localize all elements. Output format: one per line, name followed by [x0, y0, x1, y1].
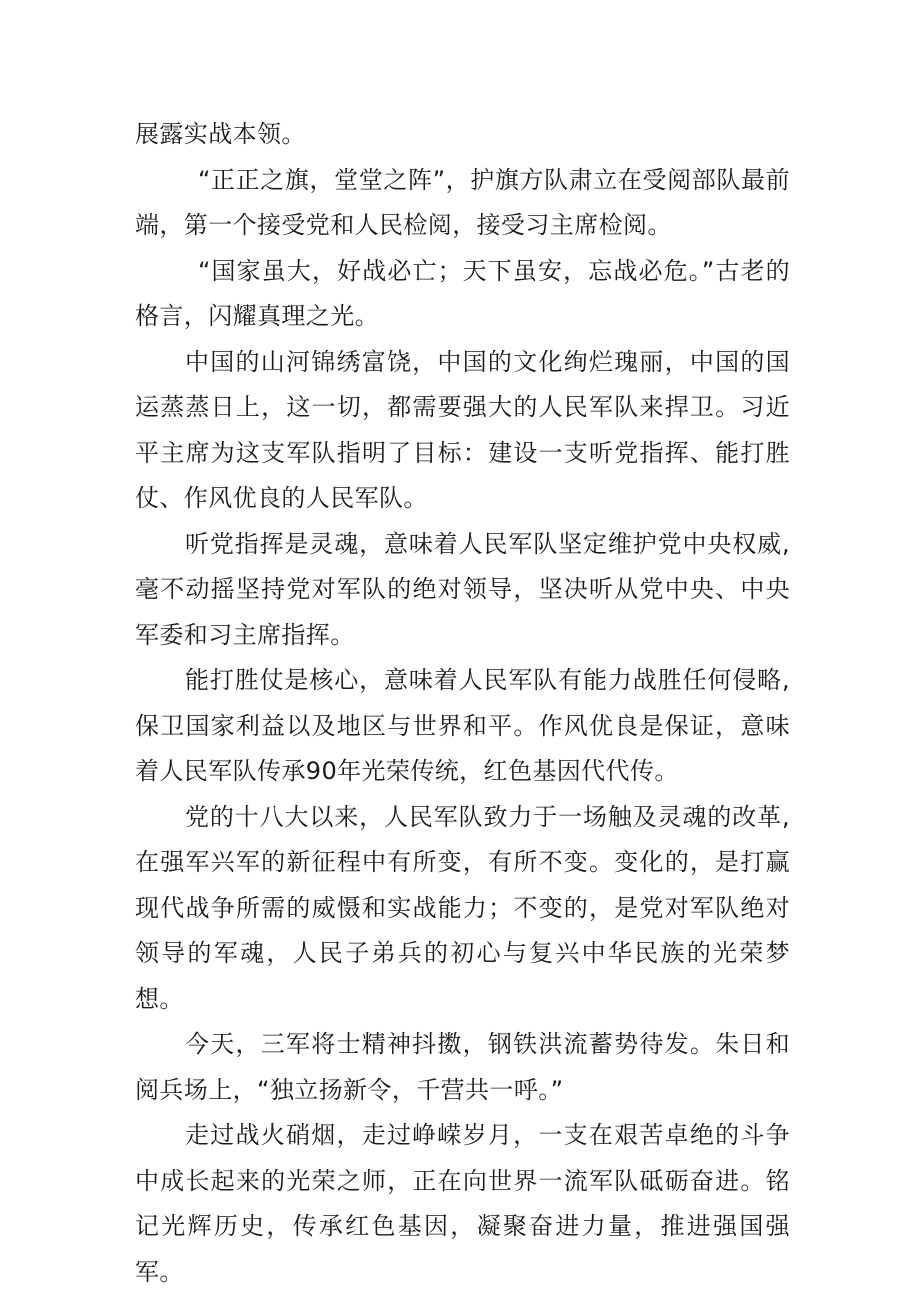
paragraph-reform: 党的十八大以来，人民军队致力于一场触及灵魂的改革,在强军兴军的新征程中有所变，有所不变。变化的，是打赢现代战争所需的威慑和实战能力；不变的，是党对军队绝对领导的军魂，人民子弟兵的初心与复兴中华民族的光荣梦想。 [135, 802, 790, 1013]
paragraph-win-battles: 能打胜仗是核心，意味着人民军队有能力战胜任何侵略,保卫国家利益以及地区与世界和平。作风优良是保证，意味着人民军队传承90年光荣传统，红色基因代代传。 [135, 666, 790, 785]
document-body [135, 112, 790, 1295]
paragraph-ancient-saying: “国家虽大，好战必亡；天下虽安，忘战必危。”古老的格言，闪耀真理之光。 [135, 256, 790, 330]
paragraph-army-goal: 中国的山河锦绣富饶，中国的文化绚烂瑰丽，中国的国运蒸蒸日上，这一切，都需要强大的人民军队来捍卫。习近平主席为这支军队指明了目标：建设一支听党指挥、能打胜仗、作风优良的人民军队。 [135, 347, 790, 512]
paragraph-continuation: 展露实战本领。 [135, 120, 306, 148]
paragraph-flag-guard: “正正之旗，堂堂之阵”，护旗方队肃立在受阅部队最前端，第一个接受党和人民检阅，接受习主席检阅。 [135, 165, 790, 239]
paragraph-party-command: 听党指挥是灵魂，意味着人民军队坚定维护党中央权威,毫不动摇坚持党对军队的绝对领导，坚决听从党中央、中央军委和习主席指挥。 [135, 529, 790, 649]
paragraph-today: 今天，三军将士精神抖擞，钢铁洪流蓄势待发。朱日和阅兵场上，“独立扬新令，千营共一呼。” [135, 1030, 790, 1104]
paragraph-closing: 走过战火硝烟，走过峥嵘岁月，一支在艰苦卓绝的斗争中成长起来的光荣之师，正在向世界一流军队砥砺奋进。铭记光辉历史，传承红色基因，凝聚奋进力量，推进强国强军。 [135, 1121, 790, 1286]
